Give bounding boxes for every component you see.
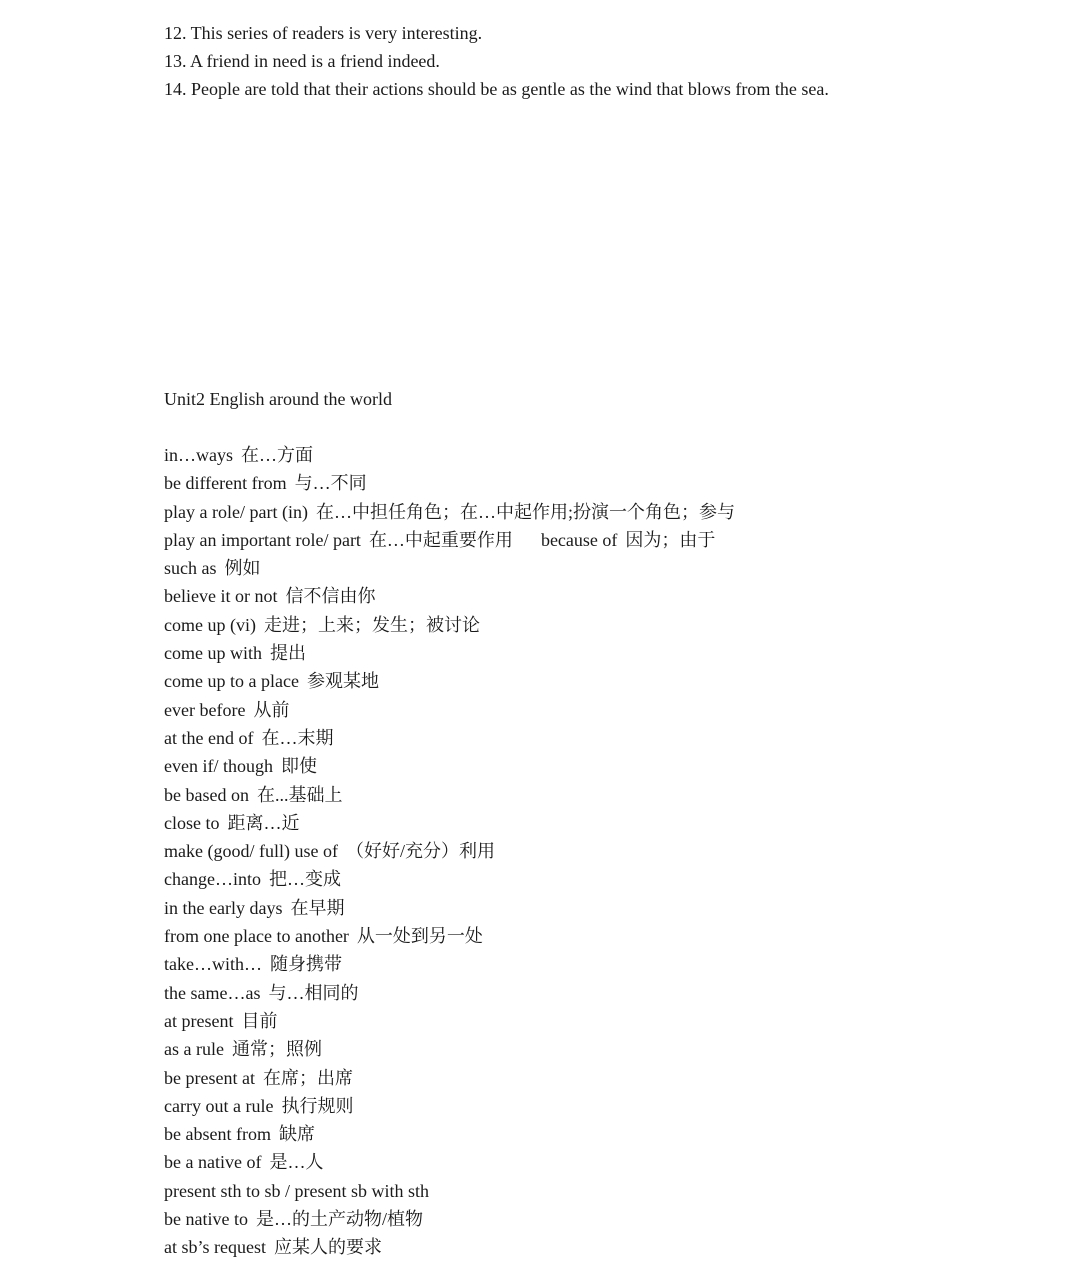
phrase-chinese: 提出 [269,643,306,664]
phrase-english: carry out a rule [164,1095,274,1116]
phrase-item [164,922,735,950]
phrase-english: be a native of [164,1152,262,1173]
sentence-13: 13. A friend in need is a friend indeed. [164,51,440,71]
phrase-english: such as [164,558,217,579]
phrase-chinese: 通常；照例 [231,1039,322,1060]
phrase-item [164,1148,735,1176]
phrase-english: at present [164,1010,234,1031]
phrase-english: at sb’s request [164,1237,266,1258]
phrase-english: come up to a place [164,671,299,692]
phrase-chinese: 在…末期 [261,727,334,748]
phrase-english: be absent from [164,1124,271,1145]
phrase-chinese: 在...基础上 [256,784,343,805]
phrase-english: change…into [164,869,261,890]
phrase-chinese: 在早期 [290,897,345,918]
phrase-item [164,950,735,978]
phrase-chinese: 把…变成 [268,869,341,890]
phrase-chinese: 与…相同的 [268,982,359,1003]
phrase-chinese: 在…中担任角色；在…中起作用;扮演一个角色；参与 [315,501,735,522]
phrase-item [164,498,735,526]
phrase-chinese: 是…人 [269,1152,324,1173]
phrase-english: be native to [164,1209,248,1230]
phrase-item [164,582,735,610]
phrase-extra-english: because of [540,529,618,550]
phrase-item [164,1177,735,1205]
sentence-14: 14. People are told that their actions should be as gentle as the wind that blows from the sea. [164,79,829,99]
phrase-english: in the early days [164,897,283,918]
phrase-extra-chinese: 因为；由于 [625,529,716,550]
phrase-chinese: 即使 [280,756,317,777]
phrase-english: play an important role/ part [164,529,361,550]
phrase-item [164,1092,735,1120]
phrase-chinese: 走进；上来；发生；被讨论 [263,614,480,635]
phrase-item [164,554,735,582]
phrase-extra [541,530,715,550]
phrase-item [164,696,735,724]
phrase-english: from one place to another [164,926,349,947]
phrase-item [164,1233,735,1261]
phrase-chinese: 执行规则 [281,1095,354,1116]
phrase-item [164,752,735,780]
phrase-item [164,1205,735,1233]
phrase-english: as a rule [164,1039,224,1060]
phrase-item [164,979,735,1007]
phrase-english: make (good/ full) use of [164,841,338,862]
phrase-english: come up (vi) [164,614,256,635]
phrase-item [164,781,735,809]
phrase-english: close to [164,812,220,833]
phrase-english: come up with [164,643,262,664]
sentence-list [164,19,829,103]
phrase-chinese: 信不信由你 [285,586,376,607]
phrase-chinese: 应某人的要求 [273,1237,382,1258]
sentence-12: 12. This series of readers is very interesting. [164,23,483,43]
unit-title: Unit2 English around the world [164,389,392,409]
phrase-chinese: 与…不同 [294,473,367,494]
phrase-item [164,865,735,893]
phrase-item [164,809,735,837]
phrase-list [164,441,735,1262]
phrase-item [164,611,735,639]
phrase-english: be different from [164,473,287,494]
phrase-english: even if/ though [164,756,273,777]
phrase-english: take…with… [164,954,262,975]
phrase-item [164,1064,735,1092]
phrase-chinese: 在席；出席 [262,1067,353,1088]
phrase-chinese: 从前 [253,699,290,720]
phrase-item [164,837,735,865]
phrase-english: play a role/ part (in) [164,501,308,522]
phrase-english: believe it or not [164,586,278,607]
phrase-english: at the end of [164,727,254,748]
phrase-english: be present at [164,1067,255,1088]
phrase-chinese: 参观某地 [306,671,379,692]
phrase-item [164,1007,735,1035]
phrase-item [164,894,735,922]
phrase-chinese: 例如 [224,558,261,579]
phrase-item [164,1120,735,1148]
phrase-english: present sth to sb / present sb with sth [164,1180,429,1201]
phrase-chinese: 是…的土产动物/植物 [255,1209,423,1230]
phrase-chinese: 在…中起重要作用 [368,529,513,550]
phrase-item [164,639,735,667]
phrase-chinese: 在…方面 [241,445,313,465]
phrase-item [164,667,735,695]
phrase-item [164,724,735,752]
phrase-item [164,469,735,497]
phrase-chinese: 距离…近 [227,812,300,833]
phrase-chinese: （好好/充分）利用 [345,841,495,862]
phrase-english: be based on [164,784,249,805]
phrase-english: in…ways [164,445,233,465]
phrase-english: the same…as [164,982,261,1003]
phrase-item [164,526,735,554]
phrase-item [164,441,735,469]
phrase-item [164,1035,735,1063]
phrase-chinese: 从一处到另一处 [356,926,483,947]
phrase-english: ever before [164,699,246,720]
phrase-chinese: 缺席 [278,1124,315,1145]
phrase-chinese: 随身携带 [269,954,342,975]
phrase-chinese: 目前 [241,1010,278,1031]
